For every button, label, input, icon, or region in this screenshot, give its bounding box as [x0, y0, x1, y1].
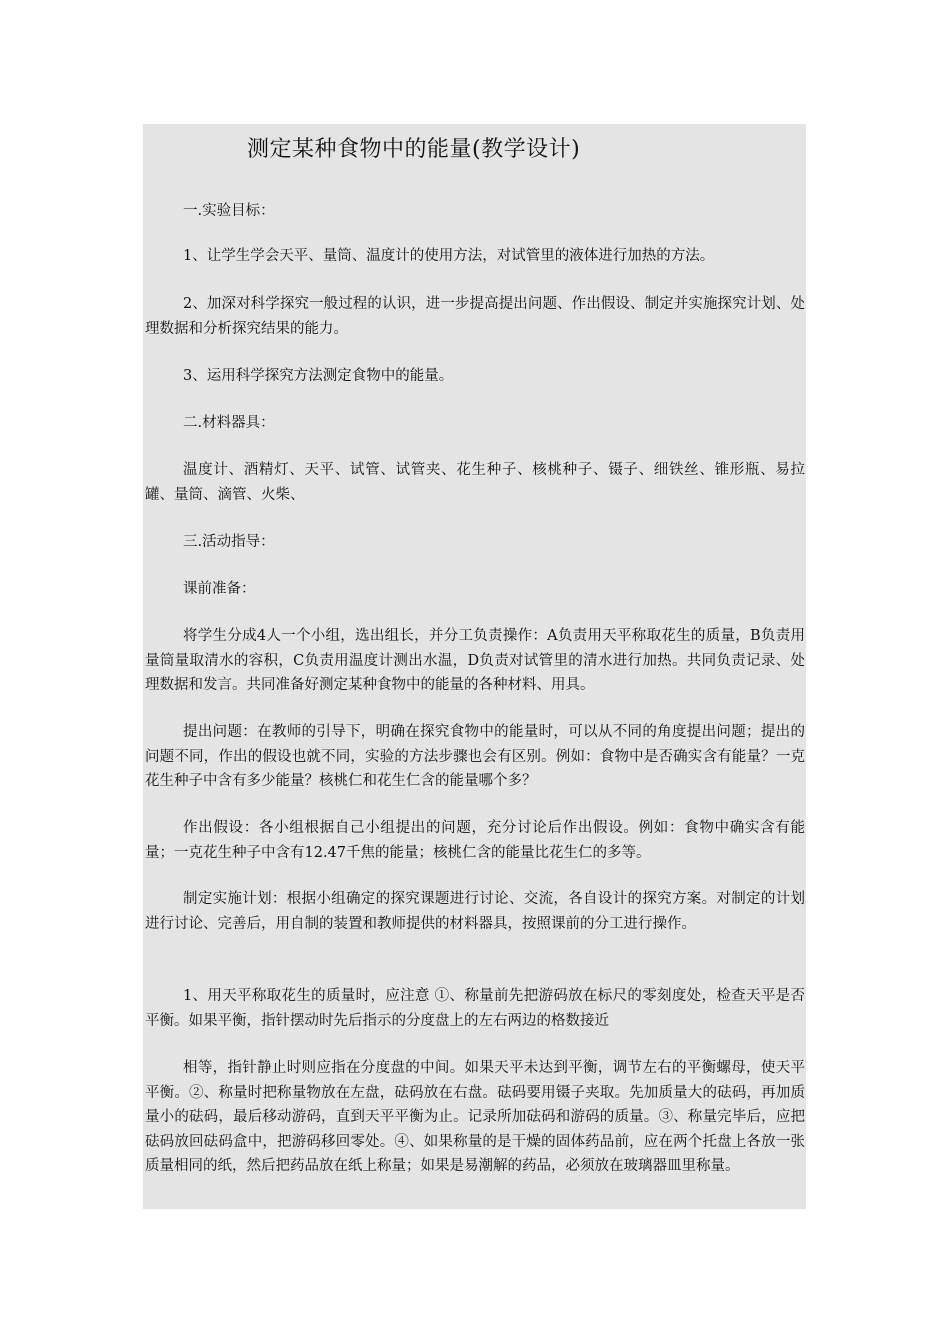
- grouping-paragraph: 将学生分成4人一个小组，选出组长，并分工负责操作：A负责用天平称取花生的质量，B负责用量筒量取清水的容积，C负责用温度计测出水温，D负责对试管里的清水进行加热。共同负责记录、处理数据和发言。共同准备好测定某种食物中的能量的各种材料、用具。: [145, 628, 805, 693]
- plan-paragraph: 制定实施计划：根据小组确定的探究课题进行讨论、交流，各自设计的探究方案。对制定的计划进行讨论、完善后，用自制的装置和教师提供的材料器具，按照课前的分工进行操作。: [145, 891, 805, 932]
- objective-paragraph-1: 1、让学生学会天平、量筒、温度计的使用方法，对试管里的液体进行加热的方法。: [183, 248, 715, 264]
- section-heading-activity: 三.活动指导：: [183, 534, 275, 550]
- objective-paragraph-3: 3、运用科学探究方法测定食物中的能量。: [183, 368, 454, 384]
- materials-paragraph: 温度计、酒精灯、天平、试管、试管夹、花生种子、核桃种子、镊子、细铁丝、锥形瓶、易拉罐、量筒、滴管、火柴、: [145, 462, 805, 503]
- section-heading-materials: 二.材料器具：: [183, 415, 275, 431]
- hypothesis-paragraph: 作出假设：各小组根据自己小组提出的问题，充分讨论后作出假设。例如：食物中确实含有能量；一克花生种子中含有12.47千焦的能量；核桃仁含的能量比花生仁的多等。: [145, 820, 805, 861]
- section-heading-objectives: 一.实验目标：: [183, 203, 275, 219]
- document-title: 测定某种食物中的能量(教学设计): [247, 137, 581, 162]
- balance-step-paragraph: 1、用天平称取花生的质量时，应注意 ①、称量前先把游码放在标尺的零刻度处，检查天平是否平衡。如果平衡，指针摆动时先后指示的分度盘上的左右两边的格数接近: [145, 988, 805, 1029]
- objective-paragraph-2: 2、加深对科学探究一般过程的认识，进一步提高提出问题、作出假设、制定并实施探究计划、处理数据和分析探究结果的能力。: [145, 296, 805, 337]
- preparation-heading: 课前准备：: [183, 581, 256, 597]
- document-page: [143, 124, 806, 1209]
- balance-continued-paragraph: 相等，指针静止时则应指在分度盘的中间。如果天平未达到平衡，调节左右的平衡螺母，使天平平衡。②、称量时把称量物放在左盘，砝码放在右盘。砝码要用镊子夹取。先加质量大的砝码，再加质量小的砝码，最后移动游码，直到天平平衡为止。记录所加砝码和游码的质量。③、称量完毕后，应把砝码放回砝码盒中，把游码移回零处。④、如果称量的是干燥的固体药品前，应在两个托盘上各放一张质量相同的纸，然后把药品放在纸上称量；如果是易潮解的药品，必须放在玻璃器皿里称量。: [145, 1060, 805, 1174]
- question-paragraph: 提出问题：在教师的引导下，明确在探究食物中的能量时，可以从不同的角度提出问题；提出的问题不同，作出的假设也就不同，实验的方法步骤也会有区别。例如：食物中是否确实含有能量？一克花生种子中含有多少能量？核桃仁和花生仁含的能量哪个多？: [145, 724, 805, 789]
